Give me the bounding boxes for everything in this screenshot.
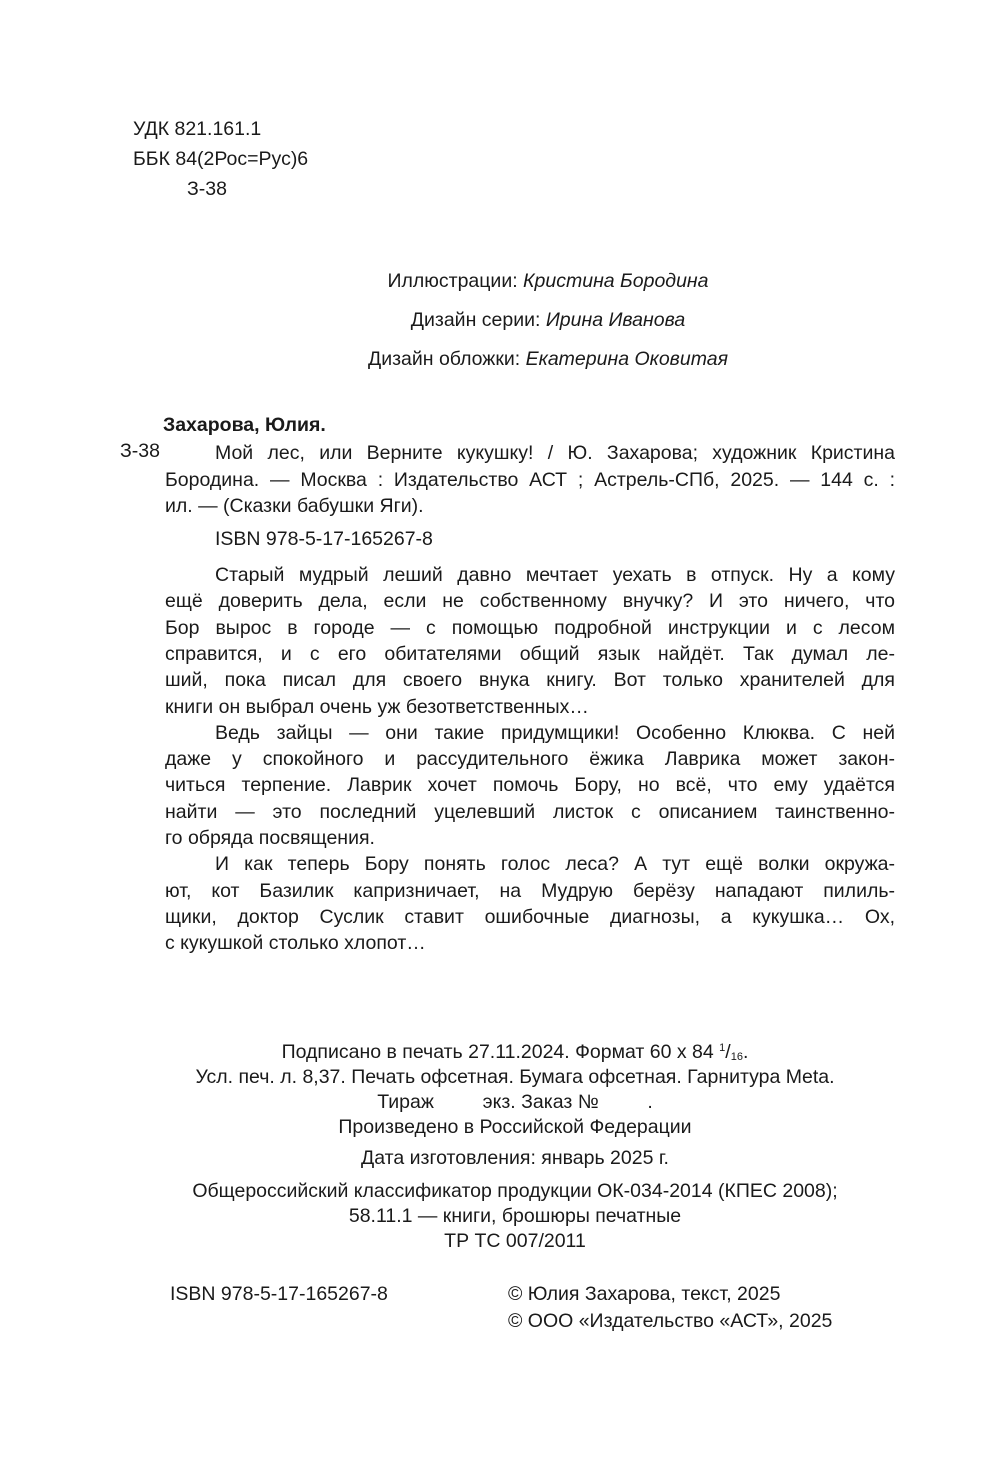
text-line: Бор вырос в городе — с помощью подробной инструкции и с лесом [165, 616, 895, 639]
bbk-code: ББК 84(2Рос=Рус)6 [133, 148, 309, 170]
text-line: го обряда посвящения. [165, 827, 375, 849]
text-line: справится, и с его обитателями общий язык найдёт. Так думал ле- [165, 642, 895, 665]
bibliography-description [165, 440, 895, 520]
author-heading: Захарова, Юлия. [163, 414, 326, 436]
imprint-date: Дата изготовления: январь 2025 г. [361, 1147, 669, 1169]
imprint-signed-end: . [742, 1041, 749, 1063]
imprint-sheets: Усл. печ. л. 8,37. Печать офсетная. Бумага офсетная. Гарнитура Meta. [195, 1066, 835, 1088]
imprint-signed: Подписано в печать 27.11.2024. Формат 60 х 84 1/16. [281, 1041, 749, 1063]
annotation [165, 562, 895, 982]
text-line: даже у спокойного и рассудительного ёжика Лаврика может закон- [165, 748, 895, 771]
udk-code: УДК 821.161.1 [133, 118, 262, 140]
text-line: щики, доктор Суслик ставит ошибочные диагнозы, а кукушка… Ох, [165, 905, 895, 928]
imprint-classifier: Общероссийский классификатор продукции ОК-034-2014 (КПЕС 2008); [192, 1180, 838, 1202]
credit-role: Дизайн обложки: [367, 348, 521, 370]
imprint-signed-text: Подписано в печать 27.11.2024. Формат 60 х 84 [281, 1041, 720, 1063]
credit-name: Ирина Иванова [545, 309, 686, 331]
credit-series-design [0, 301, 1000, 340]
imprint-origin: Произведено в Российской Федерации [338, 1116, 692, 1138]
text-line: с кукушкой столько хлопот… [165, 932, 426, 955]
credit-name: Екатерина Оковитая [525, 348, 728, 370]
text-line: Бородина. — Москва : Издательство АСТ ; Астрель-СПб, 2025. — 144 с. : [165, 468, 895, 491]
copyright-text: © Юлия Захарова, текст, 2025 [508, 1283, 781, 1305]
credit-role: Дизайн серии: [410, 309, 541, 331]
imprint [0, 1040, 1000, 1254]
text-line: Мой лес, или Верните кукушку! / Ю. Захарова; художник Кристина [215, 442, 895, 464]
classification-codes [133, 114, 308, 204]
imprint-run: Тираж экз. Заказ № . [377, 1091, 653, 1113]
copyright-publisher: © ООО «Издательство «АСТ», 2025 [508, 1310, 833, 1332]
bibliography-mark: З-38 [120, 440, 160, 462]
credit-cover-design [0, 340, 1000, 379]
footer-isbn: ISBN 978-5-17-165267-8 [170, 1283, 388, 1305]
text-line: ил. — (Сказки бабушки Яги). [165, 495, 424, 517]
imprint-tr: ТР ТС 007/2011 [444, 1230, 586, 1252]
author-mark: З-38 [187, 178, 227, 200]
text-line: ещё доверить дела, если не собственному внучку? И это ничего, что [165, 590, 895, 613]
text-line: ют, кот Базилик капризничает, на Мудрую берёзу нападают пилиль- [165, 879, 895, 902]
credits [0, 262, 1000, 379]
credit-role: Иллюстрации: [387, 270, 518, 292]
credit-name: Кристина Бородина [523, 270, 709, 292]
isbn: ISBN 978-5-17-165267-8 [215, 528, 433, 550]
text-line: ший, пока писал для своего внука книгу. Вот только хранителей для [165, 669, 895, 692]
text-line: книги он выбрал очень уж безответственных… [165, 695, 589, 718]
text-line: читься терпение. Лаврик хочет помочь Бору, но всё, что ему удаётся [165, 774, 895, 797]
text-line: Ведь зайцы — они такие придумщики! Особенно Клюква. С ней [215, 721, 895, 744]
text-line: И как теперь Бору понять голос леса? А тут ещё волки окружа- [215, 853, 895, 876]
credit-illustrations [0, 262, 1000, 301]
text-line: Старый мудрый леший давно мечтает уехать в отпуск. Ну а кому [215, 564, 895, 586]
imprint-classifier-code: 58.11.1 — книги, брошюры печатные [348, 1205, 682, 1227]
text-line: найти — это последний уцелевший листок с описанием таинственно- [165, 800, 895, 823]
